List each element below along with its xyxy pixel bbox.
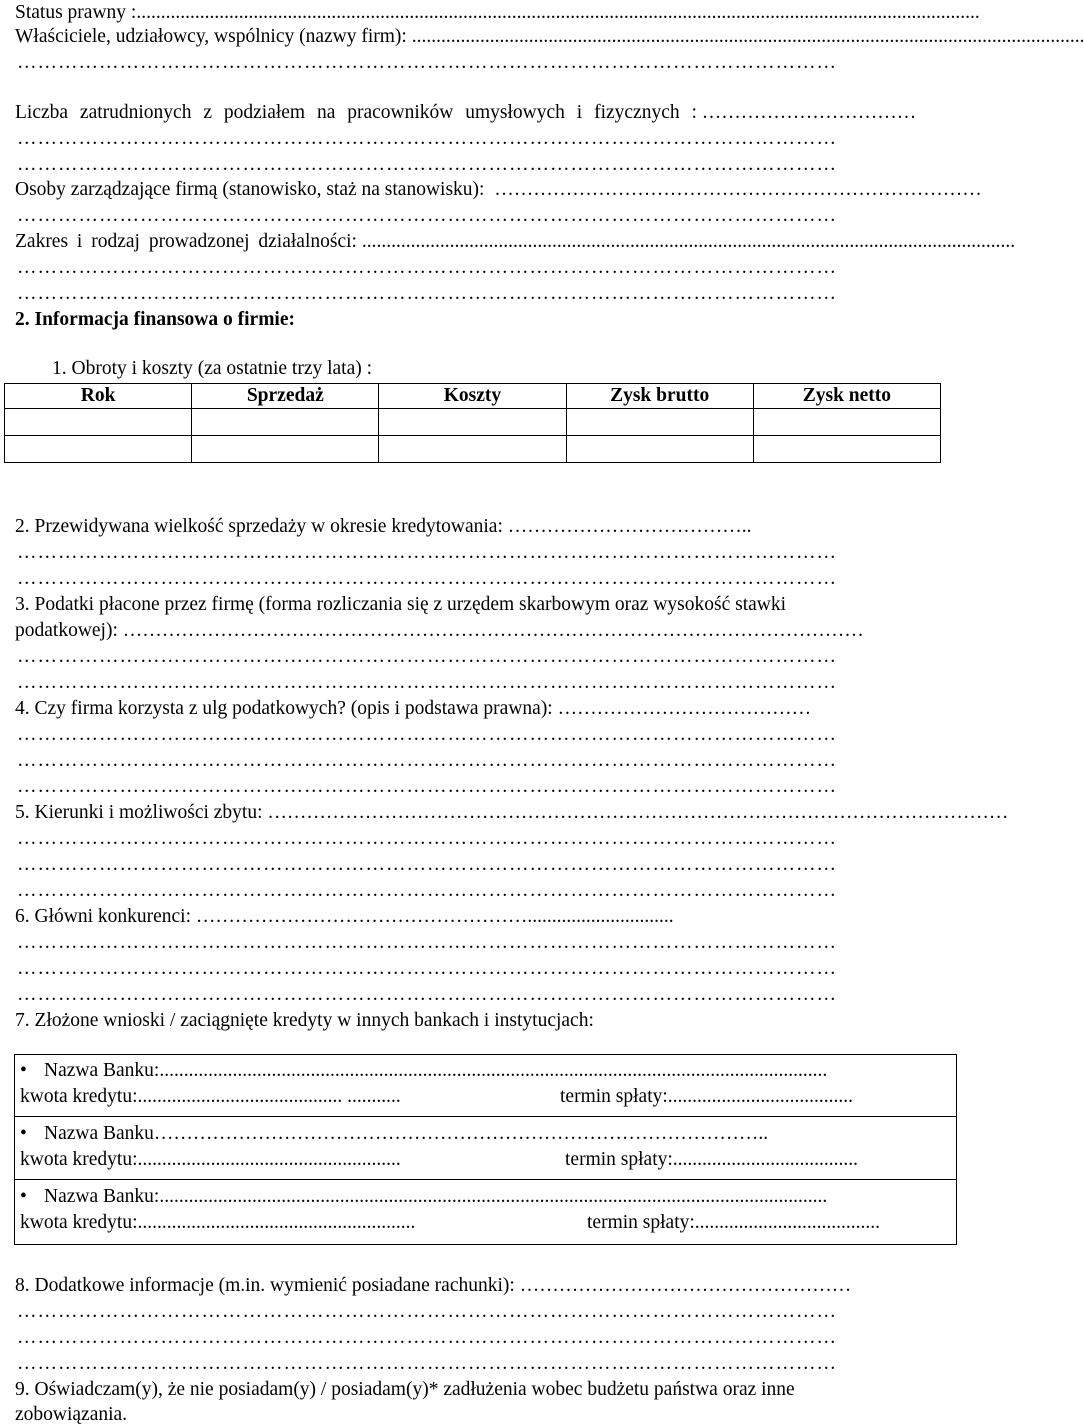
column-header: Koszty — [379, 384, 566, 409]
dotted-fill[interactable]: ……………………………….. — [502, 516, 752, 537]
question-3-line2 — [15, 618, 930, 644]
credit-amount-line — [20, 1210, 934, 1236]
credit-amount-line — [20, 1147, 934, 1173]
question-5: 5. Kierunki i możliwości zbytu: — [15, 802, 263, 823]
dotted-fill[interactable]: ………………………………… — [552, 698, 812, 719]
dotted-fill[interactable]: …………………………………………………………………………………………………… — [262, 802, 1009, 823]
table-header-row — [5, 384, 941, 409]
scope-line — [15, 229, 1016, 255]
dotted-line[interactable]: ………………………………………………………………………………………………………… — [17, 205, 837, 226]
dotted-fill[interactable]: ...................................... — [667, 1086, 854, 1107]
financial-table — [4, 383, 941, 463]
question-4-line — [15, 696, 930, 722]
dotted-fill[interactable]: ...................................................................................................................................... — [356, 231, 1016, 252]
dotted-line[interactable]: ………………………………………………………………………………………………………… — [17, 1301, 837, 1322]
question-4: 4. Czy firma korzysta z ulg podatkowych? (opis i podstawa prawna): — [15, 698, 553, 719]
question-5-line — [15, 800, 1009, 826]
employees-label: Liczba zatrudnionych z podziałem na pracowników umysłowych i fizycznych : — [15, 102, 697, 123]
question-9-cont: zobowiązania. — [15, 1404, 128, 1425]
term-group — [587, 1210, 934, 1236]
term-label: termin spłaty: — [560, 1086, 668, 1107]
dotted-line[interactable]: ………………………………………………………………………………………………………… — [17, 750, 837, 771]
term-label: termin spłaty: — [565, 1149, 673, 1170]
dotted-fill[interactable]: .......................................... ........... — [137, 1086, 401, 1107]
dotted-fill[interactable]: ............................................................................................................................................................................. — [136, 2, 980, 23]
column-header: Zysk brutto — [566, 384, 753, 409]
dotted-line[interactable]: ………………………………………………………………………………………………………… — [17, 880, 837, 901]
bullet: • — [20, 1186, 27, 1207]
dotted-line[interactable]: ………………………………………………………………………………………………………… — [17, 672, 837, 693]
table-cell[interactable] — [192, 436, 379, 463]
credits-box — [14, 1054, 957, 1245]
dotted-fill[interactable]: …………………………… — [696, 102, 917, 123]
column-header: Sprzedaż — [192, 384, 379, 409]
dotted-line[interactable]: ………………………………………………………………………………………………………… — [17, 128, 837, 149]
managers-line — [15, 177, 982, 203]
scope-label: Zakres i rodzaj prowadzonej działalności: — [15, 231, 357, 252]
dotted-fill[interactable]: ………………………………………………………………………………….. — [153, 1123, 769, 1144]
dotted-fill[interactable]: ...................................... — [694, 1212, 881, 1233]
question-6-line — [15, 904, 930, 930]
employees-line — [15, 100, 930, 126]
dotted-line[interactable]: ………………………………………………………………………………………………………… — [17, 283, 837, 304]
table-cell[interactable] — [566, 436, 753, 463]
dotted-fill[interactable]: …………………………………………….............................. — [191, 906, 674, 927]
dotted-line[interactable]: ………………………………………………………………………………………………………… — [17, 932, 837, 953]
question-9: 9. Oświadczam(y), że nie posiadam(y) / posiadam(y)* zadłużenia wobec budżetu państwa oraz inne — [15, 1379, 795, 1400]
dotted-line[interactable]: ………………………………………………………………………………………………………… — [17, 646, 837, 667]
question-3-cont: podatkowej): — [15, 620, 118, 641]
table-row — [5, 409, 941, 436]
dotted-line[interactable]: ………………………………………………………………………………………………………… — [17, 154, 837, 175]
table-cell[interactable] — [566, 409, 753, 436]
table-cell[interactable] — [379, 436, 566, 463]
dotted-line[interactable]: ………………………………………………………………………………………………………… — [17, 776, 837, 797]
column-header: Rok — [5, 384, 192, 409]
question-3: 3. Podatki płacone przez firmę (forma rozliczania się z urzędem skarbowym oraz wysokość stawki — [15, 594, 787, 615]
credit-bank-line — [20, 1058, 934, 1084]
question-8-line — [15, 1273, 930, 1299]
amount-label: kwota kredytu: — [20, 1086, 138, 1107]
credit-bank-line — [20, 1184, 934, 1210]
bank-label: Nazwa Banku: — [44, 1186, 160, 1207]
bullet: • — [20, 1060, 27, 1081]
status-label: Status prawny : — [15, 2, 137, 23]
dotted-fill[interactable]: ...................................... — [672, 1149, 859, 1170]
dotted-line[interactable]: ………………………………………………………………………………………………………… — [17, 724, 837, 745]
table-cell[interactable] — [379, 409, 566, 436]
column-header: Zysk netto — [753, 384, 940, 409]
table-cell[interactable] — [5, 436, 192, 463]
dotted-fill[interactable]: ......................................................................................................................................... — [159, 1186, 828, 1207]
dotted-line[interactable]: ………………………………………………………………………………………………………… — [17, 257, 837, 278]
dotted-line[interactable]: ………………………………………………………………………………………………………… — [17, 1327, 837, 1348]
dotted-line[interactable]: ………………………………………………………………………………………………………… — [17, 52, 837, 73]
dotted-fill[interactable]: …………………………………………………………………………………………………… — [117, 620, 864, 641]
dotted-line[interactable]: ………………………………………………………………………………………………………… — [17, 542, 837, 563]
term-group — [560, 1084, 934, 1110]
dotted-line[interactable]: ………………………………………………………………………………………………………… — [17, 568, 837, 589]
bank-label: Nazwa Banku: — [44, 1060, 160, 1081]
question-8: 8. Dodatkowe informacje (m.in. wymienić posiadane rachunki): — [15, 1275, 515, 1296]
dotted-line[interactable]: ………………………………………………………………………………………………………… — [17, 984, 837, 1005]
status-line — [15, 0, 980, 26]
table-cell[interactable] — [753, 409, 940, 436]
divider — [15, 1116, 956, 1117]
dotted-fill[interactable]: ………………………………………………………………… — [484, 179, 982, 200]
dotted-line[interactable]: ………………………………………………………………………………………………………… — [17, 1353, 837, 1374]
dotted-line[interactable]: ………………………………………………………………………………………………………… — [17, 958, 837, 979]
dotted-line[interactable]: ………………………………………………………………………………………………………… — [17, 828, 837, 849]
owners-label: Właściciele, udziałowcy, wspólnicy (nazwy firm): — [15, 26, 407, 47]
table-cell[interactable] — [5, 409, 192, 436]
table-cell[interactable] — [753, 436, 940, 463]
table-cell[interactable] — [192, 409, 379, 436]
dotted-fill[interactable]: ......................................................................................................................................... — [159, 1060, 828, 1081]
section-title: 2. Informacja finansowa o firmie: — [15, 309, 295, 330]
bank-label: Nazwa Banku — [44, 1123, 154, 1144]
owners-line — [15, 24, 1084, 50]
credit-amount-line — [20, 1084, 934, 1110]
dotted-fill[interactable]: …………………………………………… — [514, 1275, 852, 1296]
question-2: 2. Przewidywana wielkość sprzedaży w okresie kredytowania: — [15, 516, 503, 537]
question-1: 1. Obroty i koszty (za ostatnie trzy lata) : — [52, 358, 373, 379]
divider — [15, 1179, 956, 1180]
dotted-fill[interactable]: .......................................................................................................................................... — [406, 26, 1084, 47]
bullet: • — [20, 1123, 27, 1144]
dotted-line[interactable]: ………………………………………………………………………………………………………… — [17, 854, 837, 875]
term-group — [565, 1147, 934, 1173]
term-label: termin spłaty: — [587, 1212, 695, 1233]
managers-label: Osoby zarządzające firmą (stanowisko, staż na stanowisku): — [15, 179, 485, 200]
credit-bank-line — [20, 1121, 934, 1147]
dotted-fill[interactable]: ......................................................... — [137, 1212, 416, 1233]
question-6: 6. Główni konkurenci: — [15, 906, 192, 927]
question-2-line — [15, 514, 930, 540]
dotted-fill[interactable]: ...................................................... — [137, 1149, 401, 1170]
amount-label: kwota kredytu: — [20, 1212, 138, 1233]
table-row — [5, 436, 941, 463]
amount-label: kwota kredytu: — [20, 1149, 138, 1170]
question-7: 7. Złożone wnioski / zaciągnięte kredyty w innych bankach i instytucjach: — [15, 1010, 594, 1031]
